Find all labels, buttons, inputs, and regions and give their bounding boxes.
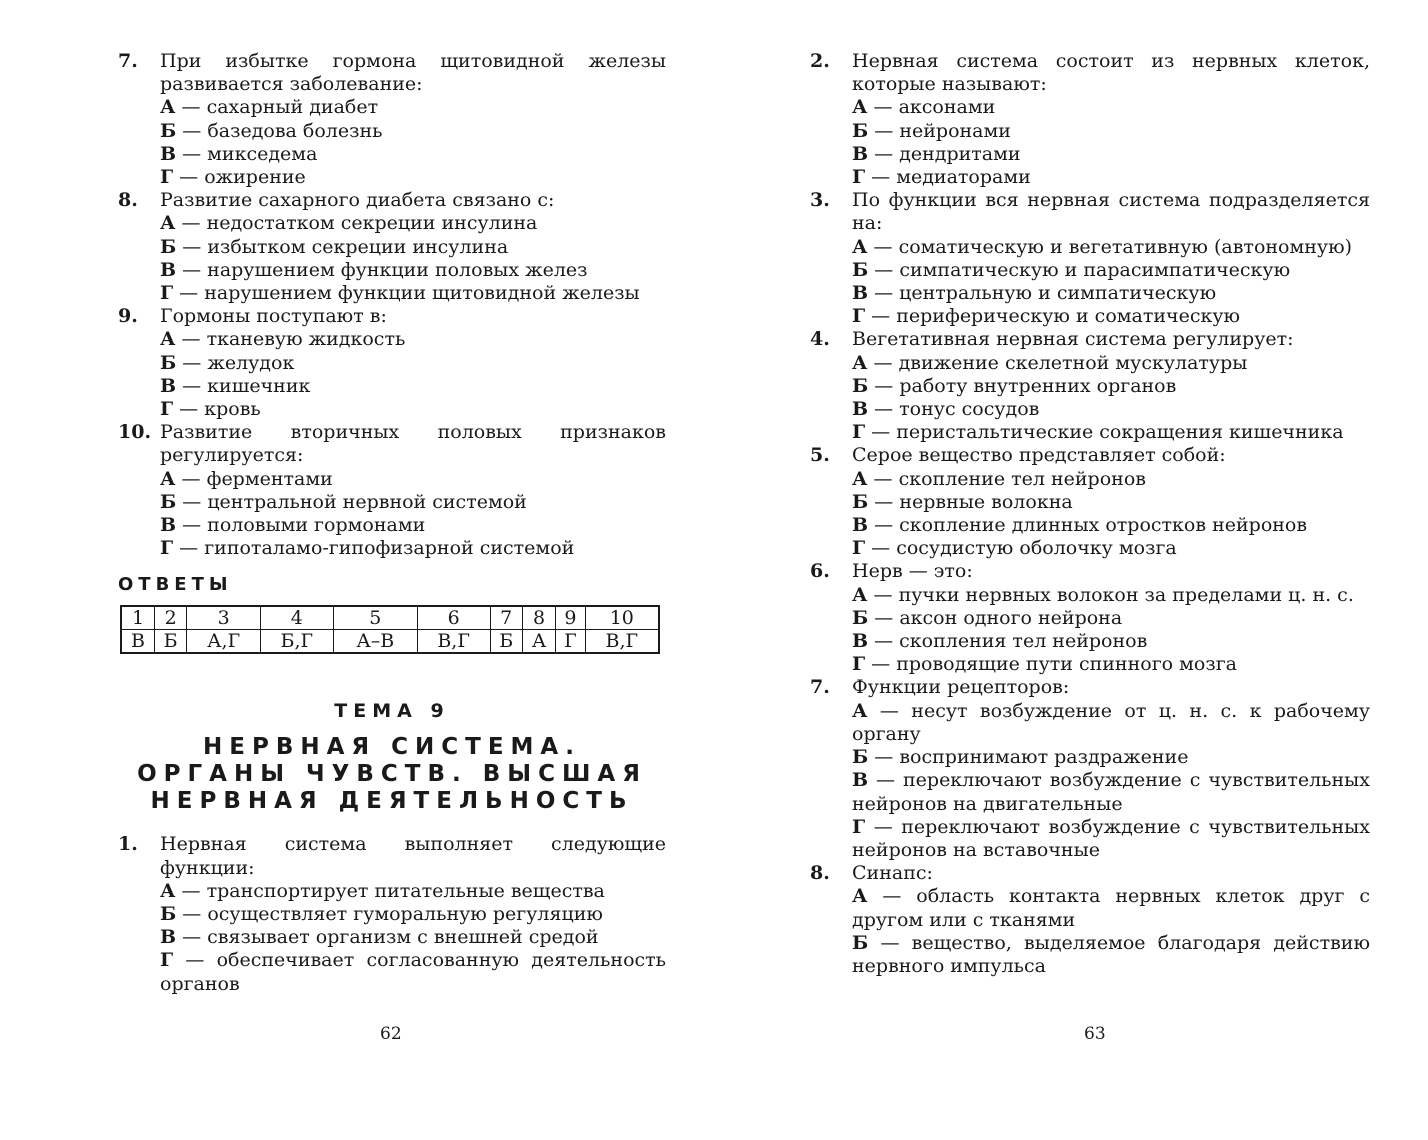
answer-option <box>160 236 666 259</box>
answer-option <box>852 537 1370 560</box>
answer-text: — соматическую и вегетативную (автономную) <box>873 235 1353 258</box>
answer-text: — переключают возбуждение с чувствительных нейронов на вставочные <box>852 815 1370 861</box>
answer-option <box>160 120 666 143</box>
question-number: 7. <box>118 50 138 72</box>
question-item <box>810 676 1370 862</box>
question-text: По функции вся нервная система подразделяется на: <box>852 189 1370 235</box>
topic-title-line: ОРГАНЫ ЧУВСТВ. ВЫСШАЯ <box>137 761 647 788</box>
answer-letter: Б <box>160 903 177 926</box>
answer-text: — пучки нервных волокон за пределами ц. н. с. <box>873 583 1354 606</box>
answer-text: — переключают возбуждение с чувствительных нейронов на двигательные <box>852 769 1370 815</box>
answer-text: — базедова болезнь <box>182 119 383 142</box>
answer-option <box>160 468 666 491</box>
answer-text: — скопления тел нейронов <box>874 630 1148 653</box>
answers-table-answer-cell: Г <box>556 630 585 654</box>
question-row <box>118 421 666 467</box>
answers-table-answer-cell: В <box>121 630 154 654</box>
page-right <box>714 0 1428 1140</box>
question-list-bottom <box>118 833 666 995</box>
answer-letter: А <box>160 879 176 902</box>
answers-table-answer-cell: А <box>522 630 555 654</box>
question-text: Нервная система выполняет следующие функции: <box>160 833 666 879</box>
answer-letter: Б <box>160 235 177 258</box>
answers-table-number-cell: 2 <box>154 606 186 630</box>
answers-table-answer-cell: В,Г <box>585 630 659 654</box>
answers-header: ОТВЕТЫ <box>118 574 233 596</box>
question-text: Серое вещество представляет собой: <box>852 444 1226 467</box>
answer-options <box>852 468 1370 561</box>
answer-option <box>852 468 1370 491</box>
question-row <box>810 328 1370 351</box>
answer-option <box>160 491 666 514</box>
answer-letter: Б <box>852 374 869 397</box>
answer-letter: В <box>160 926 177 949</box>
answer-text: — недостатком секреции инсулина <box>181 212 538 235</box>
answer-option <box>852 932 1370 978</box>
answer-letter: Г <box>852 305 866 328</box>
answer-text: — половыми гормонами <box>182 514 426 537</box>
answer-text: — скопление тел нейронов <box>873 467 1146 490</box>
answer-letter: В <box>852 142 869 165</box>
question-text: Нерв — это: <box>852 560 973 583</box>
answer-letter: А <box>852 467 868 490</box>
answer-options <box>160 212 666 305</box>
answer-option <box>160 143 666 166</box>
answer-option <box>160 903 666 926</box>
answer-text: — аксонами <box>873 96 996 119</box>
question-text: Функции рецепторов: <box>852 676 1070 699</box>
answer-option <box>852 96 1370 119</box>
question-item <box>810 560 1370 676</box>
answer-text: — движение скелетной мускулатуры <box>873 351 1248 374</box>
question-text: Развитие сахарного диабета связано с: <box>160 189 555 212</box>
answer-text: — работу внутренних органов <box>874 374 1177 397</box>
question-item <box>118 421 666 560</box>
answer-letter: В <box>160 374 177 397</box>
question-number: 8. <box>118 189 138 212</box>
answers-table-answer-cell: В,Г <box>417 630 490 654</box>
answers-table-number-cell: 4 <box>260 606 333 630</box>
answer-text: — тканевую жидкость <box>181 328 406 351</box>
answer-letter: Б <box>852 258 869 281</box>
question-number: 4. <box>810 328 830 351</box>
answer-option <box>160 212 666 235</box>
right-page-content <box>810 50 1370 978</box>
answer-letter: А <box>160 328 176 351</box>
question-text: Гормоны поступают в: <box>160 305 387 328</box>
question-text: Синапс: <box>852 862 933 885</box>
answer-letter: А <box>160 467 176 490</box>
question-text: Нервная система состоит из нервных клеток, которые называют: <box>852 50 1370 96</box>
answer-option <box>852 514 1370 537</box>
question-row <box>118 833 666 879</box>
answers-table-number-cell: 3 <box>187 606 261 630</box>
answer-letter: А <box>160 96 176 119</box>
answer-options <box>160 96 666 189</box>
answer-letter: А <box>852 885 868 908</box>
answer-letter: А <box>852 583 868 606</box>
question-number: 8. <box>810 862 830 885</box>
question-number: 3. <box>810 189 830 212</box>
answer-text: — периферическую и соматическую <box>871 305 1241 328</box>
question-number: 10. <box>118 421 152 444</box>
answer-option <box>852 607 1370 630</box>
topic-heading <box>118 700 666 815</box>
answer-text: — осуществляет гуморальную регуляцию <box>182 903 603 926</box>
answer-option <box>160 96 666 119</box>
answer-letter: А <box>160 212 176 235</box>
answer-option <box>852 375 1370 398</box>
answer-option <box>852 282 1370 305</box>
question-number: 7. <box>810 676 830 699</box>
answer-text: — связывает организм с внешней средой <box>182 926 599 949</box>
answer-letter: В <box>852 398 869 421</box>
answer-letter: А <box>852 235 868 258</box>
answers-table-number-cell: 6 <box>417 606 490 630</box>
answer-letter: В <box>160 258 177 281</box>
answer-text: — аксон одного нейрона <box>874 606 1123 629</box>
answer-letter: Б <box>160 119 177 142</box>
answer-text: — центральной нервной системой <box>182 490 527 513</box>
answer-letter: Г <box>160 537 174 560</box>
answers-table-answer-cell: А,Г <box>187 630 261 654</box>
answer-option <box>160 375 666 398</box>
question-list-top <box>118 50 666 560</box>
answer-option <box>852 259 1370 282</box>
question-number: 6. <box>810 560 830 583</box>
answer-option <box>160 398 666 421</box>
answer-letter: Б <box>852 606 869 629</box>
answer-letter: Б <box>160 490 177 513</box>
answers-table-answer-cell: Б <box>154 630 186 654</box>
answer-letter: Г <box>852 421 866 444</box>
answers-table-number-cell: 1 <box>121 606 154 630</box>
answer-text: — транспортирует питательные вещества <box>181 879 605 902</box>
answer-letter: В <box>852 769 869 792</box>
answer-letter: В <box>160 514 177 537</box>
question-item <box>810 862 1370 978</box>
answer-option <box>852 166 1370 189</box>
answer-option <box>852 816 1370 862</box>
question-number: 1. <box>118 833 138 856</box>
answer-options <box>160 328 666 421</box>
left-page-content <box>118 50 666 996</box>
answer-option <box>160 328 666 351</box>
question-row <box>810 560 1370 583</box>
answer-text: — сосудистую оболочку мозга <box>871 537 1177 560</box>
question-text: При избытке гормона щитовидной железы развивается заболевание: <box>160 50 666 96</box>
answer-option <box>160 926 666 949</box>
answer-text: — центральную и симпатическую <box>874 282 1217 305</box>
answer-options <box>852 352 1370 445</box>
answer-letter: Б <box>852 746 869 769</box>
answer-option <box>160 352 666 375</box>
answer-letter: А <box>852 699 868 722</box>
answer-text: — несут возбуждение от ц. н. с. к рабочему органу <box>852 699 1371 745</box>
answer-letter: Б <box>852 931 869 954</box>
answer-text: — нейронами <box>874 119 1011 142</box>
question-number: 5. <box>810 444 830 467</box>
answer-options <box>852 96 1370 189</box>
answers-table <box>120 605 660 654</box>
question-row <box>118 189 666 212</box>
answer-option <box>852 653 1370 676</box>
answer-letter: В <box>852 630 869 653</box>
question-number: 2. <box>810 50 830 72</box>
question-item <box>118 833 666 995</box>
answer-letter: Б <box>852 490 869 513</box>
answer-text: — область контакта нервных клеток друг с другом или с тканями <box>852 885 1370 931</box>
answer-text: — нервные волокна <box>874 490 1073 513</box>
question-text: Развитие вторичных половых признаков регулируется: <box>160 421 666 467</box>
answer-letter: А <box>852 351 868 374</box>
question-row <box>118 305 666 328</box>
answers-table-answer-cell: Б,Г <box>260 630 333 654</box>
answer-text: — воспринимают раздражение <box>874 746 1189 769</box>
answer-text: — ожирение <box>179 166 306 189</box>
question-item <box>118 189 666 305</box>
answer-letter: Б <box>160 351 177 374</box>
answer-option <box>852 236 1370 259</box>
answer-letter: Г <box>852 537 866 560</box>
answer-text: — кишечник <box>182 374 311 397</box>
answer-text: — проводящие пути спинного мозга <box>871 653 1237 676</box>
topic-label: ТЕМА 9 <box>334 700 450 723</box>
answer-text: — кровь <box>179 398 261 421</box>
page-number: 62 <box>380 1024 402 1044</box>
answer-letter: Г <box>852 815 866 838</box>
answer-option <box>852 491 1370 514</box>
answer-option <box>160 259 666 282</box>
answer-options <box>160 468 666 561</box>
answer-letter: В <box>852 514 869 537</box>
answer-text: — симпатическую и парасимпатическую <box>874 258 1291 281</box>
answer-letter: В <box>852 282 869 305</box>
answer-letter: Г <box>852 653 866 676</box>
answer-option <box>160 949 666 995</box>
answer-text: — нарушением функции половых желез <box>182 258 588 281</box>
answers-table-answer-cell: А–В <box>333 630 417 654</box>
question-row <box>810 444 1370 467</box>
answer-options <box>852 236 1370 329</box>
answer-option <box>852 398 1370 421</box>
answer-letter: Г <box>160 398 174 421</box>
question-row <box>118 50 666 96</box>
question-row <box>810 50 1370 96</box>
topic-title-line: НЕРВНАЯ ДЕЯТЕЛЬНОСТЬ <box>150 788 634 815</box>
answer-letter: Г <box>160 949 174 972</box>
answer-text: — ферментами <box>181 467 333 490</box>
answer-option <box>160 514 666 537</box>
answer-text: — дендритами <box>874 142 1021 165</box>
question-item <box>810 50 1370 189</box>
question-item <box>810 328 1370 444</box>
question-number: 9. <box>118 305 138 328</box>
answer-text: — вещество, выделяемое благодаря действию нервного импульса <box>852 931 1370 977</box>
answer-text: — обеспечивает согласованную деятельность органов <box>160 949 666 995</box>
question-row <box>810 676 1370 699</box>
question-text: Вегетативная нервная система регулирует: <box>852 328 1294 351</box>
answer-text: — микседема <box>182 142 318 165</box>
answer-option <box>852 143 1370 166</box>
question-row <box>810 189 1370 235</box>
answer-option <box>852 120 1370 143</box>
answers-table-number-cell: 9 <box>556 606 585 630</box>
question-row <box>810 862 1370 885</box>
answer-option <box>852 746 1370 769</box>
answer-text: — гипоталамо-гипофизарной системой <box>179 537 575 560</box>
answer-option <box>852 305 1370 328</box>
answer-text: — медиаторами <box>871 166 1031 189</box>
answer-text: — нарушением функции щитовидной железы <box>179 282 640 305</box>
answers-table-number-cell: 10 <box>585 606 659 630</box>
answer-option <box>852 700 1370 746</box>
answer-letter: Г <box>852 166 866 189</box>
answer-option <box>852 421 1370 444</box>
answer-options <box>852 885 1370 978</box>
answer-option <box>160 537 666 560</box>
answer-option <box>852 885 1370 931</box>
question-list <box>810 50 1370 978</box>
answer-option <box>160 880 666 903</box>
topic-title-line: НЕРВНАЯ СИСТЕМА. <box>203 734 581 761</box>
answer-letter: Б <box>852 119 869 142</box>
answers-table-number-cell: 8 <box>522 606 555 630</box>
answers-table-answer-cell: Б <box>490 630 522 654</box>
answer-letter: В <box>160 142 177 165</box>
answer-options <box>852 700 1370 862</box>
answer-text: — избытком секреции инсулина <box>182 235 509 258</box>
page-number: 63 <box>1084 1024 1106 1044</box>
answer-text: — сахарный диабет <box>181 96 379 119</box>
answer-option <box>160 166 666 189</box>
answer-option <box>160 282 666 305</box>
answer-text: — скопление длинных отростков нейронов <box>874 514 1308 537</box>
answer-option <box>852 584 1370 607</box>
answer-option <box>852 769 1370 815</box>
answer-letter: Г <box>160 166 174 189</box>
question-item <box>118 305 666 421</box>
answer-text: — перистальтические сокращения кишечника <box>871 421 1344 444</box>
answer-text: — желудок <box>182 351 295 374</box>
answer-options <box>160 880 666 996</box>
answer-option <box>852 630 1370 653</box>
question-item <box>810 444 1370 560</box>
answer-options <box>852 584 1370 677</box>
answers-table-number-cell: 5 <box>333 606 417 630</box>
answer-letter: Г <box>160 282 174 305</box>
answers-values-row <box>121 630 659 654</box>
answer-letter: А <box>852 96 868 119</box>
answer-option <box>852 352 1370 375</box>
question-item <box>810 189 1370 328</box>
answers-numbers-row <box>121 606 659 630</box>
question-item <box>118 50 666 189</box>
answers-table-number-cell: 7 <box>490 606 522 630</box>
answer-text: — тонус сосудов <box>874 398 1040 421</box>
